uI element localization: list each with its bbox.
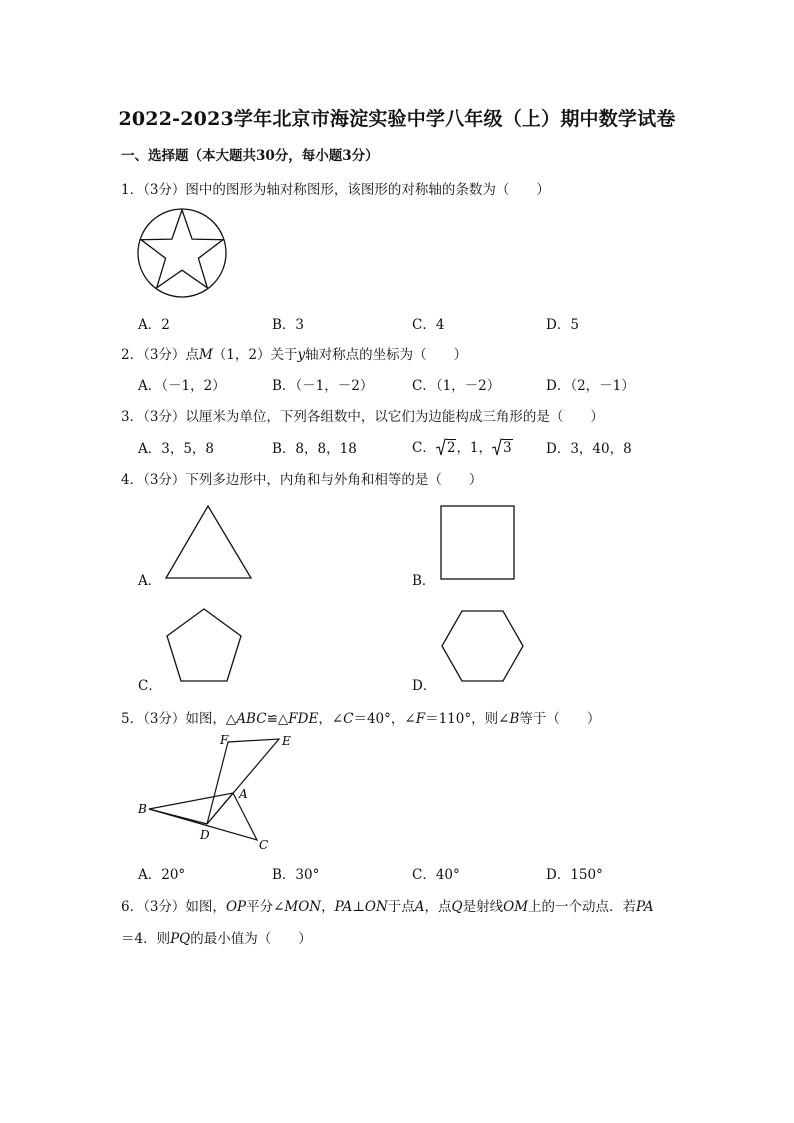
q5-part: ≌△	[266, 711, 289, 727]
q2-option-d[interactable]: D．（2，－1）	[546, 378, 635, 394]
q6-part: ，点	[424, 899, 452, 915]
q4-option-d[interactable]: D．	[412, 678, 437, 694]
q2-suffix: 轴对称点的坐标为（ ）	[305, 347, 468, 363]
q2-var-m: M	[198, 347, 213, 363]
label-b: B	[138, 802, 147, 816]
label-d: D	[200, 828, 210, 842]
question-2-text	[121, 343, 467, 363]
q5-part: ，∠	[318, 711, 344, 727]
q6-var: A	[414, 899, 425, 915]
q6-var: MON	[284, 899, 322, 915]
square-figure	[440, 505, 516, 581]
q6-part: 上的一个动点．若	[528, 899, 637, 915]
q3-c-prefix: C．	[412, 440, 436, 456]
page-title: 2022-2023学年北京市海淀实验中学八年级（上）期中数学试卷	[118, 108, 676, 130]
q5-option-a[interactable]: A．20°	[138, 867, 186, 883]
q6-var: Q	[451, 899, 463, 915]
figure-circle	[138, 209, 226, 297]
q5-option-b[interactable]: B．30°	[272, 867, 320, 883]
question-6-line-2	[121, 927, 312, 947]
q5-var: C	[343, 711, 354, 727]
q4-option-b[interactable]: B．	[412, 573, 436, 589]
q6-part: 的最小值为（ ）	[190, 931, 312, 947]
question-5-text	[121, 707, 600, 727]
q1-option-c[interactable]: C．4	[412, 317, 445, 333]
section-heading: 一、选择题（本大题共30分，每小题3分）	[121, 148, 379, 164]
q4-option-c[interactable]: C．	[138, 678, 162, 694]
question-6-line-1	[121, 895, 654, 915]
q6-part: 6．（3分）如图，	[121, 899, 226, 915]
question-1-text: 1．（3分）图中的图形为轴对称图形，该图形的对称轴的条数为（ ）	[121, 182, 550, 198]
label-c: C	[259, 838, 269, 852]
q3-option-a[interactable]: A．3，5，8	[138, 441, 215, 457]
radical-sign-icon	[492, 438, 502, 456]
label-e: E	[282, 734, 291, 748]
q1-option-b[interactable]: B．3	[272, 317, 305, 333]
q5-part: 等于（ ）	[519, 711, 601, 727]
q2-option-b[interactable]: B．（－1，－2）	[272, 378, 374, 394]
radicand-2: 2	[446, 440, 456, 456]
question-4-text: 4．（3分）下列多边形中，内角和与外角和相等的是（ ）	[121, 472, 483, 488]
q5-var: B	[509, 711, 520, 727]
q2-option-a[interactable]: A．（－1，2）	[138, 378, 226, 394]
hexagon-figure	[441, 609, 525, 683]
pentagon-figure	[164, 607, 244, 683]
q5-var: F	[415, 711, 426, 727]
q6-part: 平分∠	[246, 899, 285, 915]
q5-part: ＝40°，∠	[353, 711, 416, 727]
circle-star-figure	[137, 207, 227, 299]
q1-option-a[interactable]: A．2	[138, 317, 170, 333]
q6-var: OM	[503, 899, 529, 915]
q5-option-c[interactable]: C．40°	[412, 867, 460, 883]
q5-option-d[interactable]: D．150°	[546, 867, 603, 883]
q6-var: OP	[225, 899, 247, 915]
sqrt-2	[436, 434, 457, 456]
congruent-triangles-figure	[136, 730, 291, 855]
q3-option-b[interactable]: B．8，8，18	[272, 441, 357, 457]
radicand-3: 3	[503, 440, 512, 456]
q2-prefix: 2．（3分）点	[121, 347, 199, 363]
q4-option-a[interactable]: A．	[138, 573, 162, 589]
q2-option-c[interactable]: C．（1，－2）	[412, 378, 501, 394]
sqrt-3	[492, 434, 513, 456]
q6-var: PA	[334, 899, 353, 915]
q5-var: ABC	[236, 711, 267, 727]
figure-star	[141, 210, 223, 288]
q2-mid: （1，2）关于	[212, 347, 298, 363]
label-a: A	[239, 787, 248, 801]
q1-option-d[interactable]: D．5	[546, 317, 579, 333]
q5-var: FDE	[288, 711, 319, 727]
question-3-text: 3．（3分）以厘米为单位，下列各组数中，以它们为边能构成三角形的是（ ）	[121, 409, 604, 425]
triangle-figure	[164, 504, 254, 580]
q6-part: 于点	[387, 899, 415, 915]
q6-part: 是射线	[462, 899, 504, 915]
q3-c-mid: ，1，	[456, 440, 493, 456]
label-f: F	[220, 733, 229, 747]
q6-var: PA	[636, 899, 654, 915]
radical-sign-icon	[436, 438, 446, 456]
q3-option-c[interactable]	[412, 434, 513, 456]
q5-part: 5．（3分）如图，△	[121, 711, 237, 727]
q6-part: ⊥	[352, 899, 365, 915]
q6-var: PQ	[170, 931, 191, 947]
q6-var: ON	[364, 899, 388, 915]
q6-part: ＝4．则	[121, 931, 171, 947]
q5-part: ＝110°，则∠	[425, 711, 510, 727]
q2-var-y: y	[297, 347, 306, 363]
q3-option-d[interactable]: D．3，40，8	[546, 441, 632, 457]
q6-part: ，	[321, 899, 335, 915]
